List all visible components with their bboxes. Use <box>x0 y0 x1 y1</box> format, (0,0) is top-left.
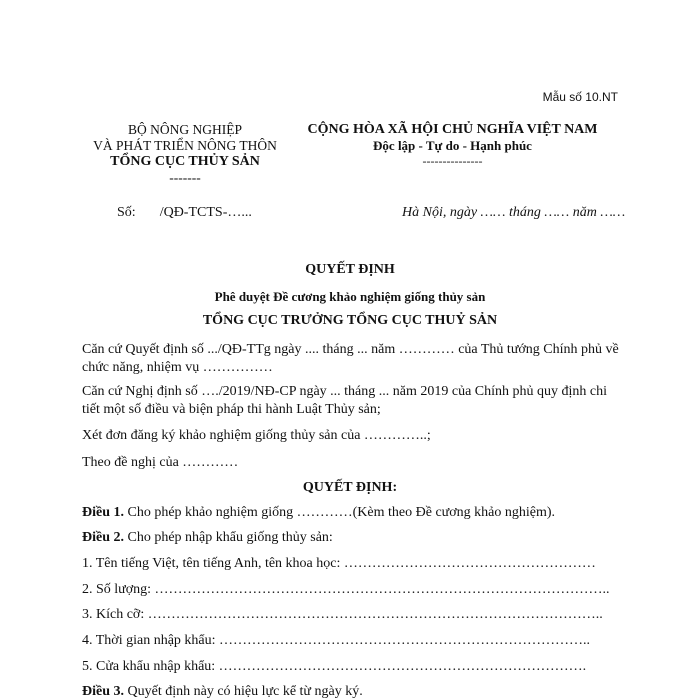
document-number-value: /QĐ-TCTS-…... <box>159 205 252 220</box>
article-1-text: Cho phép khảo nghiệm giống …………(Kèm theo Đề cương khảo nghiệm). <box>124 505 556 520</box>
article-3-text: Quyết định này có hiệu lực kể từ ngày ký. <box>124 684 363 699</box>
agency-divider: ------- <box>169 170 201 185</box>
article-2-item: 3. Kích cỡ: …………………………………………………………………………………….. <box>82 607 603 622</box>
nation-name: CỘNG HÒA XÃ HỘI CHỦ NGHĨA VIỆT NAM <box>307 122 598 137</box>
article-3 <box>82 684 363 700</box>
document-subtitle: Phê duyệt Đề cương khảo nghiệm giống thủy sản <box>214 289 486 304</box>
issuing-authority: TỔNG CỤC TRƯỞNG TỔNG CỤC THUỶ SẢN <box>202 313 498 328</box>
preamble-paragraph: Căn cứ Nghị định số …./2019/NĐ-CP ngày ... tháng ... năm 2019 của Chính phủ quy định chi tiết một số điều và biện pháp thi hành Luật Thủy sản; <box>82 384 608 417</box>
issuing-agency-header <box>70 122 300 186</box>
article-2-text: Cho phép nhập khẩu giống thủy sản: <box>124 530 333 545</box>
agency-name: TỔNG CỤC THỦY SẢN <box>110 154 260 169</box>
document-number-label: Số: <box>117 205 136 220</box>
article-1 <box>82 505 555 521</box>
decision-heading: QUYẾT ĐỊNH: <box>302 480 398 495</box>
preamble-paragraph: Căn cứ Quyết định số .../QĐ-TTg ngày .... tháng ... năm ………… của Thủ tướng Chính phủ về chức năng, nhiệm vụ …………… <box>82 342 619 375</box>
article-2 <box>82 530 333 546</box>
article-3-label: Điều 3. <box>82 684 124 699</box>
document-title: QUYẾT ĐỊNH <box>305 262 395 277</box>
preamble-paragraph: Xét đơn đăng ký khảo nghiệm giống thủy sản của …………..; <box>82 428 431 443</box>
agency-line-1: BỘ NÔNG NGHIỆP <box>128 122 242 137</box>
place-date: Hà Nội, ngày …… tháng …… năm …… <box>402 205 626 220</box>
article-2-label: Điều 2. <box>82 530 124 545</box>
article-2-item: 1. Tên tiếng Việt, tên tiếng Anh, tên khoa học: ……………………………………………… <box>82 556 596 571</box>
preamble-paragraph: Theo đề nghị của ………… <box>82 455 239 470</box>
document-number <box>117 205 252 221</box>
nation-motto: Độc lập - Tự do - Hạnh phúc <box>373 138 532 153</box>
article-2-item: 2. Số lượng: …………………………………………………………………………………….. <box>82 582 610 597</box>
nation-divider: --------------- <box>422 154 483 168</box>
article-1-label: Điều 1. <box>82 505 124 520</box>
agency-line-2: VÀ PHÁT TRIỂN NÔNG THÔN <box>93 138 277 153</box>
article-2-item: 5. Cửa khẩu nhập khẩu: ……………………………………………………………………. <box>82 659 587 674</box>
national-header <box>300 122 605 168</box>
article-2-item: 4. Thời gian nhập khẩu: …………………………………………………………………….. <box>82 633 591 648</box>
form-code: Mẫu số 10.NT <box>542 90 618 104</box>
